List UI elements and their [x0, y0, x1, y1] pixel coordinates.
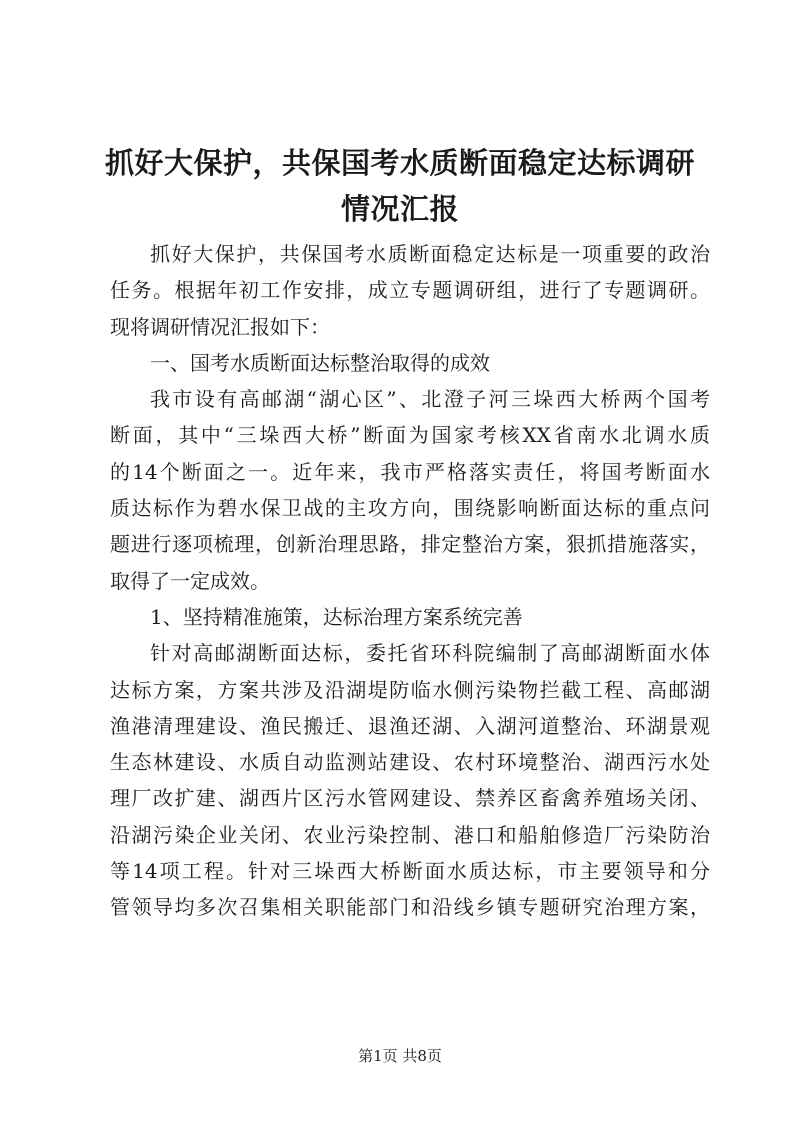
text-line: 任务。根据年初工作安排，成立专题调研组，进行了专题调研。: [110, 278, 710, 303]
text-line: 管领导均多次召集相关职能部门和沿线乡镇专题研究治理方案，: [110, 895, 710, 920]
document-body: [110, 236, 710, 926]
text-line: 一、国考水质断面达标整治取得的成效: [150, 350, 490, 375]
section-heading: [110, 345, 710, 381]
text-line: 现将调研情况汇报如下：: [110, 314, 330, 339]
paragraph: [110, 635, 710, 925]
text-line: 断面，其中“三垛西大桥”断面为国家考核XX省南水北调水质: [110, 423, 710, 448]
text-line: 理厂改扩建、湖西片区污水管网建设、禁养区畜禽养殖场关闭、: [110, 786, 710, 811]
text-line: 质达标作为碧水保卫战的主攻方向，围绕影响断面达标的重点问: [110, 496, 710, 521]
text-line: 1、坚持精准施策，达标治理方案系统完善: [150, 604, 523, 629]
title-line-1: 抓好大保护，共保国考水质断面稳定达标调研: [104, 146, 695, 180]
section-heading: [110, 599, 710, 635]
text-line: 针对高邮湖断面达标，委托省环科院编制了高邮湖断面水体: [150, 641, 710, 666]
text-line: 抓好大保护，共保国考水质断面稳定达标是一项重要的政治: [150, 242, 710, 266]
text-line: 的14个断面之一。近年来，我市严格落实责任，将国考断面水: [110, 459, 710, 484]
text-line: 生态林建设、水质自动监测站建设、农村环境整治、湖西污水处: [110, 750, 710, 775]
text-line: 渔港清理建设、渔民搬迁、退渔还湖、入湖河道整治、环湖景观: [110, 713, 710, 738]
text-line: 等14项工程。针对三垛西大桥断面水质达标，市主要领导和分: [110, 859, 710, 884]
paragraph: [110, 236, 710, 345]
text-line: 我市设有高邮湖“湖心区”、北澄子河三垛西大桥两个国考: [150, 387, 710, 412]
text-line: 题进行逐项梳理，创新治理思路，排定整治方案，狠抓措施落实，: [110, 532, 710, 557]
text-line: 沿湖污染企业关闭、农业污染控制、港口和船舶修造厂污染防治: [110, 822, 710, 847]
text-line: 取得了一定成效。: [110, 568, 270, 593]
title-line-2: 情况汇报: [340, 192, 459, 226]
page-footer: 第1页 共8页: [358, 1047, 442, 1065]
document-title: [100, 140, 700, 232]
paragraph: [110, 381, 710, 599]
text-line: 达标方案，方案共涉及沿湖堤防临水侧污染物拦截工程、高邮湖: [110, 677, 710, 702]
